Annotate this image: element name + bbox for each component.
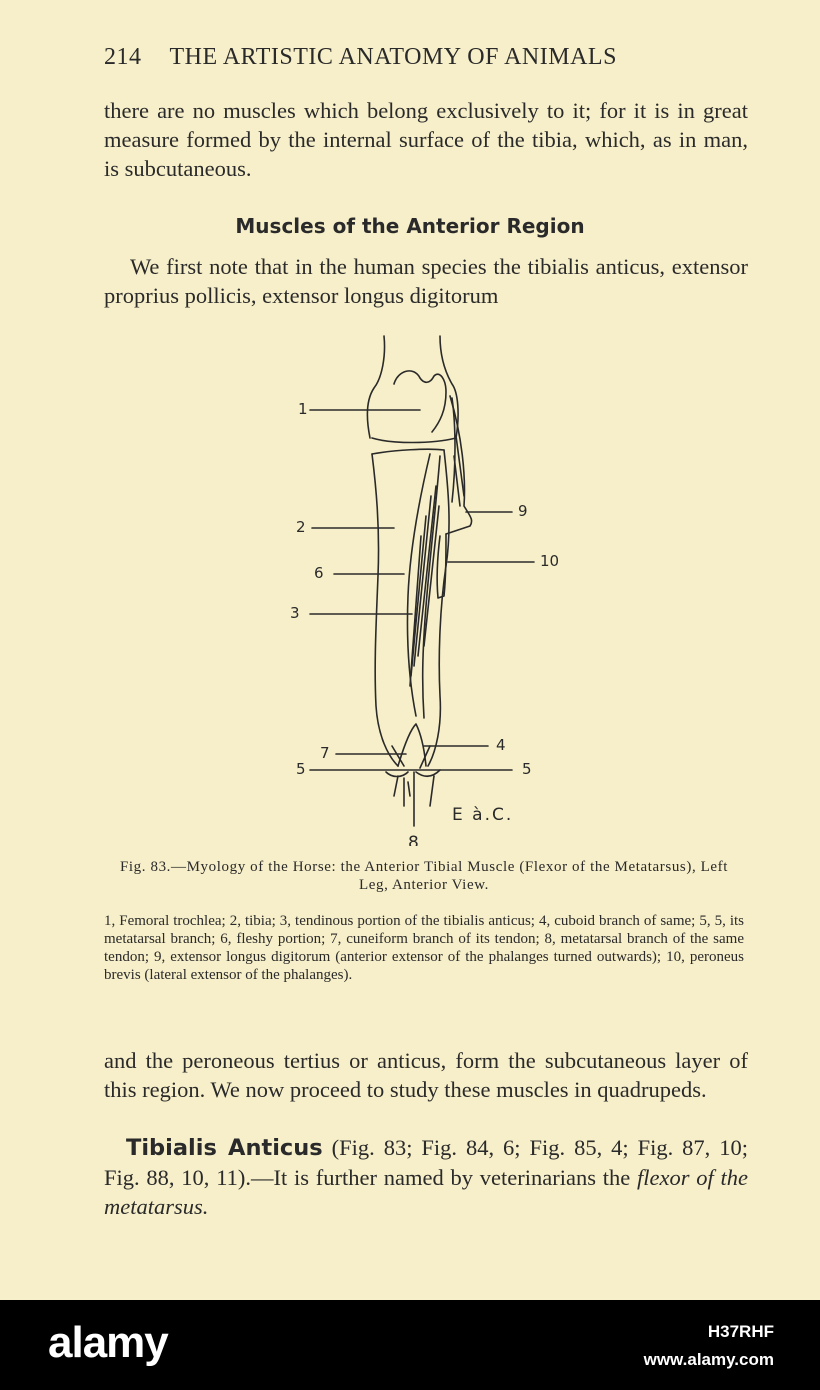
label-4: 4 [496, 736, 506, 754]
stock-url: www.alamy.com [643, 1350, 774, 1369]
tibialis-refs: (Fig. 83; Fig. 84, 6; Fig. 85, 4; Fig. 87, 10; Fig. 88, 10, 11).—It is further named by veterinarians the [104, 1135, 749, 1190]
intro-paragraph: there are no muscles which belong exclusively to it; for it is in great measure formed by the internal surface of the tibia, which, as in man, is subcutaneous. [104, 98, 748, 181]
figure-legend: 1, Femoral trochlea; 2, tibia; 3, tendinous portion of the tibialis anticus; 4, cuboid branch of same; 5, 5, its metatarsal branch; 6, fleshy portion; 7, cuneiform branch of its tendon; 8, metatarsal branch of the same tendon; 9, extensor longus digitorum (anterior extensor of the phalanges turned outwards); 10, peroneus brevis (lateral extensor of the phalanges). [104, 913, 744, 983]
running-title: THE ARTISTIC ANATOMY OF ANIMALS [169, 44, 617, 70]
page-number: 214 [104, 44, 142, 70]
label-9: 9 [518, 502, 528, 520]
label-2: 2 [296, 518, 306, 536]
label-8: 8 [408, 833, 419, 846]
label-10: 10 [540, 552, 560, 570]
artist-signature: E à.C. [452, 805, 514, 825]
figure-83 [0, 326, 820, 846]
label-3: 3 [290, 604, 300, 622]
label-6: 6 [314, 564, 324, 582]
section-intro-paragraph: We first note that in the human species the tibialis anticus, extensor proprius pollicis, extensor longus digitorum [104, 254, 748, 308]
stock-image-id: H37RHF [707, 1322, 774, 1341]
figure-caption: Fig. 83.—Myology of the Horse: the Anterior Tibial Muscle (Flexor of the Metatarsus), Left Leg, Anterior View. [119, 859, 729, 893]
after-figure-paragraph: and the peroneous tertius or anticus, form the subcutaneous layer of this region. We now proceed to study these muscles in quadrupeds. [104, 1048, 748, 1102]
label-7: 7 [320, 744, 330, 762]
label-5-right: 5 [522, 760, 532, 778]
label-5-left: 5 [296, 760, 306, 778]
stock-logo: alamy [48, 1318, 168, 1367]
tibialis-term: Tibialis Anticus [126, 1135, 323, 1161]
tibialis-paragraph [104, 1133, 748, 1221]
stock-footer-bar [0, 1300, 820, 1390]
section-heading: Muscles of the Anterior Region [235, 214, 585, 238]
running-head [104, 44, 744, 71]
horse-leg-illustration [0, 326, 820, 846]
tibialis-italic: flexor of the metatarsus. [104, 1165, 748, 1219]
label-1: 1 [298, 400, 308, 418]
